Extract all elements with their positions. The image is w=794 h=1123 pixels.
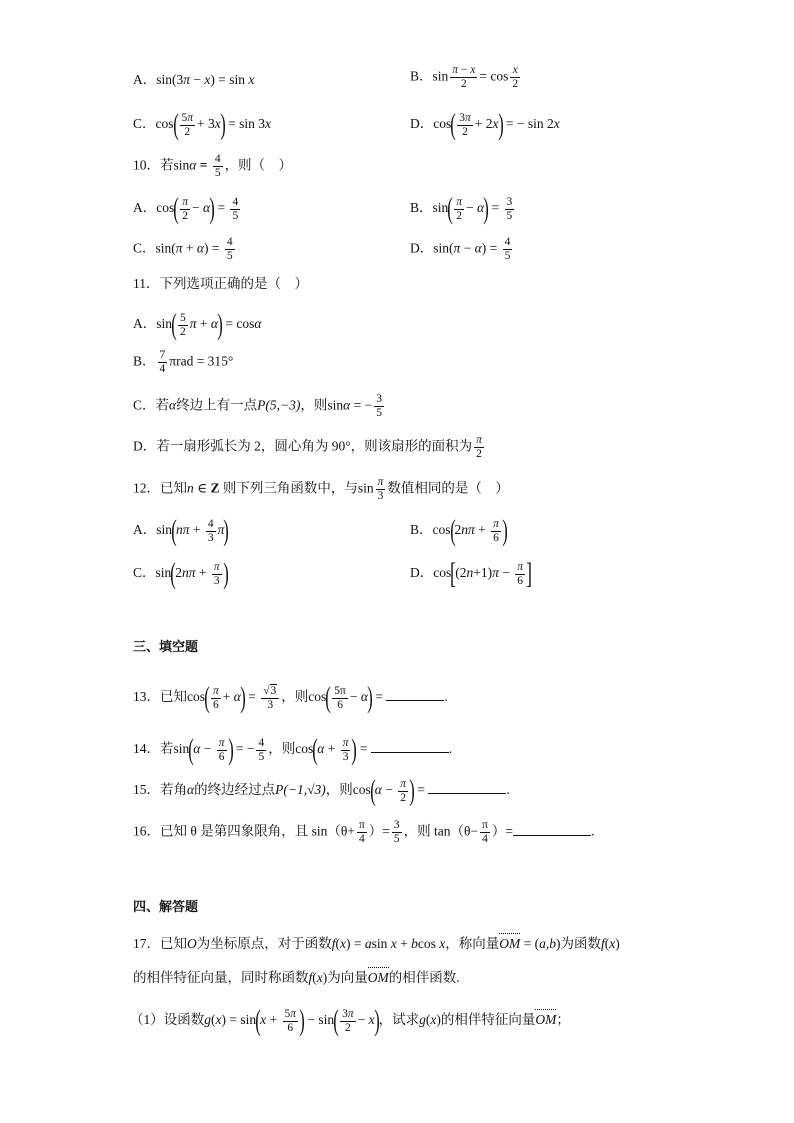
q11-stem: 11．下列选项正确的是（ ） bbox=[133, 276, 308, 291]
q10-stem: 10．若sinα = $\frac{4}{5}$ ，则（ ） bbox=[133, 153, 293, 179]
q10-option-b: B．sin( $\frac{\pi}{2}$ − α) = $\frac{3}{5}$ bbox=[410, 192, 513, 225]
q12-option-d: D．cos[(2n+1)π − $\frac{\pi}{6}$ ] bbox=[410, 557, 533, 590]
q17-sub1: （1）设函数g(x) = sin(x + $\frac{5\pi}{6}$ ) − sin( $\frac{3\pi}{2}$ − x)，试求g(x)的相伴特征向量OM； bbox=[130, 1004, 570, 1037]
q17-line1: 17．已知O为坐标原点，对于函数f(x) = asin x + bcos x，称向量OM = (a,b)为函数f(x) bbox=[133, 934, 620, 954]
q13-answer-blank[interactable] bbox=[386, 688, 444, 701]
q9-option-c: C．cos( $\frac{5\pi}{2}$ + 3x) = sin 3x bbox=[133, 108, 272, 141]
q13: 13．已知cos( $\frac{\pi}{6}$ + α) = $\frac{√3}{3}$ ，则cos( $\frac{5\pi}{6}$ − α) = . bbox=[133, 681, 448, 714]
q17-line2: 的相伴特征向量，同时称函数f(x)为向量OM的相伴函数. bbox=[133, 968, 460, 988]
q16: 16．已知 θ 是第四象限角，且 sin（θ+ $\frac{\pi}{4}$ ）= $\frac{3}{5}$ ，则 tan（θ− $\frac{\pi}{4}$ ）= . bbox=[133, 819, 595, 845]
q11-option-d: D．若一扇形弧长为 2，圆心角为 90°，则该扇形的面积为 $\frac{\pi}{2}$ bbox=[133, 434, 482, 460]
q12-stem: 12．已知n ∈ Z 则下列三角函数中，与sin $\frac{\pi}{3}$ 数值相同的是（ ） bbox=[133, 476, 509, 502]
section-fill-in-title: 三、填空题 bbox=[133, 640, 199, 655]
q12-option-c: C．sin(2nπ + $\frac{\pi}{3}$ ) bbox=[133, 557, 229, 590]
q14: 14．若sin(α − $\frac{\pi}{6}$ ) = − $\frac{4}{5}$ ，则cos(α + $\frac{\pi}{3}$ ) = . bbox=[133, 733, 453, 766]
q9-option-d: D．cos( $\frac{3\pi}{2}$ + 2x) = − sin 2x bbox=[410, 108, 560, 141]
q11-option-a: A．sin( $\frac{5}{2}$ π + α) = cosα bbox=[133, 308, 262, 341]
q16-answer-blank[interactable] bbox=[513, 823, 591, 836]
q14-answer-blank[interactable] bbox=[371, 740, 449, 753]
q12-option-b: B．cos(2nπ + $\frac{\pi}{6}$ ) bbox=[410, 514, 508, 547]
q9-option-b: B．sin $\frac{\pi - x}{2}$ = cos $\frac{x}{2}$ bbox=[410, 64, 519, 90]
q12-option-a: A．sin(nπ + $\frac{4}{3}$ π) bbox=[133, 514, 230, 547]
q11-option-b: B． $\frac{7}{4}$ πrad = 315° bbox=[133, 349, 234, 375]
section-answer-title: 四、解答题 bbox=[133, 900, 199, 915]
q15: 15．若角α的终边经过点P(−1,√3)，则cos(α − $\frac{\pi}{2}$ ) = . bbox=[133, 774, 510, 807]
q10-option-d: D．sin(π − α) = $\frac{4}{5}$ bbox=[410, 236, 511, 262]
q10-option-a: A．cos( $\frac{\pi}{2}$ − α) = $\frac{4}{5}$ bbox=[133, 192, 239, 225]
q11-option-c: C．若α终边上有一点P(5,−3)，则sinα = − $\frac{3}{5}$ bbox=[133, 393, 382, 419]
q10-option-c: C．sin(π + α) = $\frac{4}{5}$ bbox=[133, 236, 233, 262]
q9-option-a: A．sin(3π − x) = sin x bbox=[133, 72, 255, 87]
q15-answer-blank[interactable] bbox=[428, 781, 506, 794]
